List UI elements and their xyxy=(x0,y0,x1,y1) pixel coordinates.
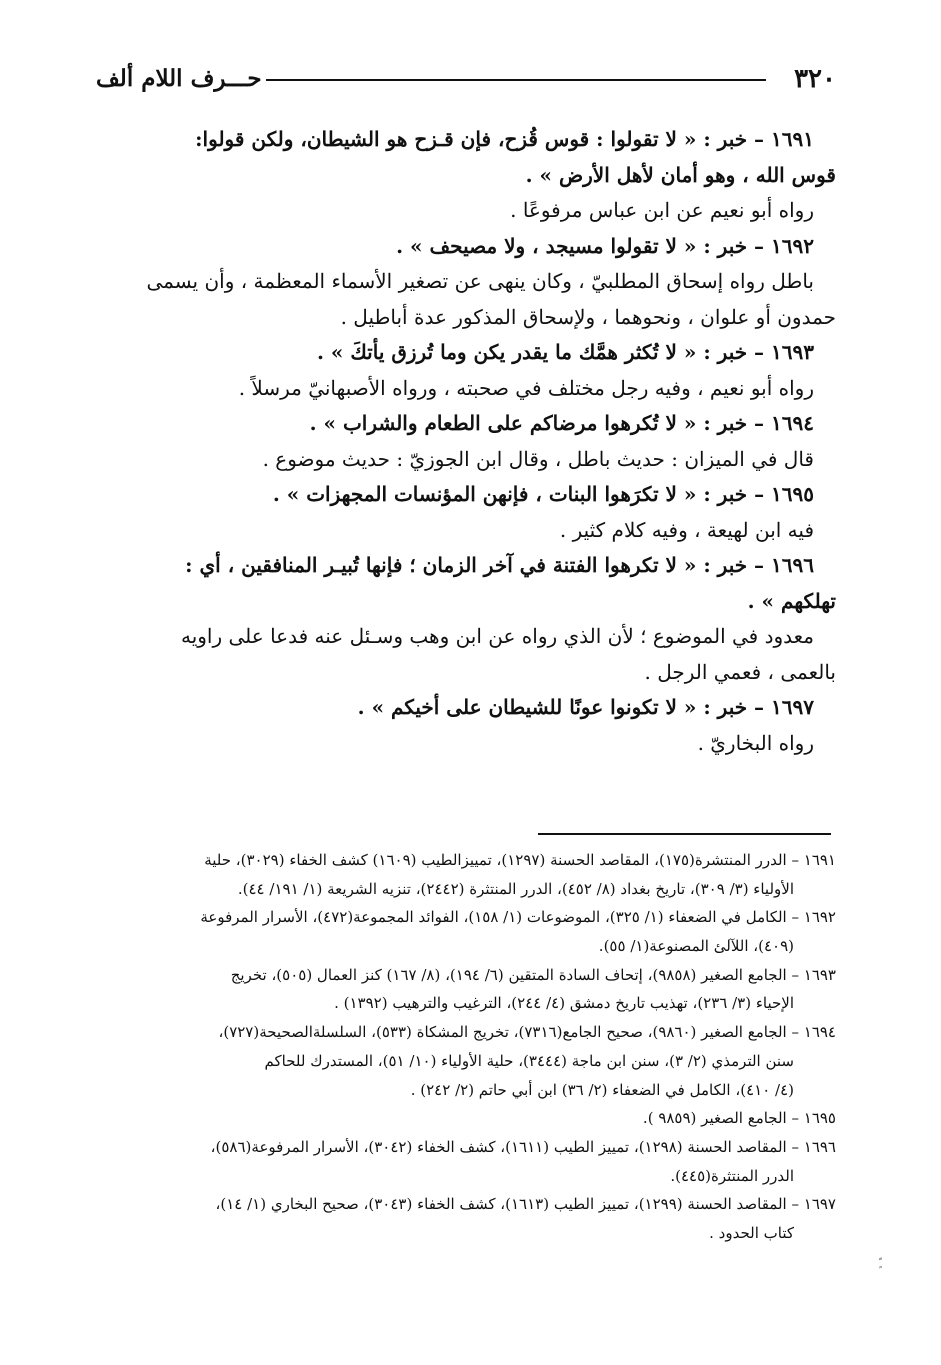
text-line: رواه أبو نعيم ، وفيه رجل مختلف في صحبته ، ورواه الأصبهانيّ مرسلاً . xyxy=(238,375,814,400)
footnote-line: ١٦٩٢ – الكامل في الضعفاء (١/ ٣٢٥)، الموضوعات (١/ ١٥٨)، الفوائد المجموعة(٤٧٢)، الأسرار المرفوعة xyxy=(200,908,836,927)
footnote-line: (٤٠٩)، اللآلئ المصنوعة(١/ ٥٥). xyxy=(598,937,794,956)
text-line: تهلكهم » . xyxy=(747,588,836,613)
footnote-line: سنن الترمذي (٢/ ٣)، سنن ابن ماجة (٣٤٤٤)، حلية الأولياء (١٠/ ٥١)، المستدرك للحاكم xyxy=(264,1051,794,1070)
text-line: ١٦٩٤ – خبر : « لا تُكرهوا مرضاكم على الطعام والشراب » . xyxy=(309,411,814,435)
text-line: قال في الميزان : حديث باطل ، وقال ابن الجوزيّ : حديث موضوع . xyxy=(262,446,814,471)
footnote-separator xyxy=(538,833,831,835)
footnote-line: الدرر المنتثرة(٤٤٥). xyxy=(670,1166,794,1185)
text-line: فيه ابن لهيعة ، وفيه كلام كثير . xyxy=(559,517,814,542)
footnotes xyxy=(100,846,836,1248)
text-line: حمدون أو علوان ، ونحوهما ، ولإسحاق المذكور عدة أباطيل . xyxy=(340,304,836,329)
footnote-line: ١٦٩٦ – المقاصد الحسنة (١٢٩٨)، تمييز الطيب (١٦١١)، كشف الخفاء (٣٠٤٢)، الأسرار المرفوعة(٥٨٦)، xyxy=(210,1137,836,1156)
page-header xyxy=(96,62,836,96)
text-line: ١٦٩٢ – خبر : « لا تقولوا مسيجد ، ولا مصيحف » . xyxy=(396,233,814,258)
text-line: باطل رواه إسحاق المطلبيّ ، وكان ينهى عن تصغير الأسماء المعظمة ، وأن يسمى xyxy=(146,269,814,293)
main-text xyxy=(100,122,836,761)
text-line: رواه أبو نعيم عن ابن عباس مرفوعًا . xyxy=(510,198,814,222)
text-line: ١٦٩٣ – خبر : « لا تُكثر همَّك ما يقدر يكن وما تُرزق يأتكَ » . xyxy=(316,340,814,364)
footnote-line: الإحياء (٣/ ٢٣٦)، تهذيب تاريخ دمشق (٤/ ٢٤٤)، الترغيب والترهيب (١٣٩٢) . xyxy=(334,994,794,1013)
text-line: معدود في الموضوع ؛ لأن الذي رواه عن ابن وهب وسـئل عنه فدعا على راويه xyxy=(180,624,814,648)
footnote-line: (٤/ ٤١٠)، الكامل في الضعفاء (٢/ ٣٦) ابن أبي حاتم (٢/ ٢٤٢) . xyxy=(410,1080,794,1099)
footnote-line: ١٦٩٥ – الجامع الصغير (٩٨٥٩ ). xyxy=(642,1109,836,1128)
text-line: قوس الله ، وهو أمان لأهل الأرض » . xyxy=(525,162,836,187)
text-line: ١٦٩٧ – خبر : « لا تكونوا عونًا للشيطان على أخيكم » . xyxy=(357,695,814,719)
text-line: ١٦٩٦ – خبر : « لا تكرهوا الفتنة في آخر الزمان ؛ فإنها تُبيـر المنافقين ، أي : xyxy=(185,553,814,577)
page-number: ٣٢٠ xyxy=(794,64,836,94)
footnote-line: ١٦٩١ – الدرر المنتشرة(١٧٥)، المقاصد الحسنة (١٢٩٧)، تمييزالطيب (١٦٠٩) كشف الخفاء (٣٠٢٩)، حلية xyxy=(204,851,836,869)
text-line: ١٦٩٥ – خبر : « لا تكرَهوا البنات ، فإنهن المؤنسات المجهزات » . xyxy=(272,482,814,506)
footnote-line: ١٦٩٣ – الجامع الصغير (٩٨٥٨)، إتحاف السادة المتقين (٦/ ١٩٤)، (٨/ ١٦٧) كنز العمال (٥٠٥)، تخريج xyxy=(230,965,836,984)
footnote-line: ١٦٩٤ – الجامع الصغير (٩٨٦٠)، صحيح الجامع(٧٣١٦)، تخريج المشكاة (٥٣٣)، السلسلةالصحيحة(٧٢٧)، xyxy=(218,1023,836,1042)
footnote-line: ١٦٩٧ – المقاصد الحسنة (١٢٩٩)، تمييز الطيب (١٦١٣)، كشف الخفاء (٣٠٤٣)، صحيح البخاري (١/ ١٤)، xyxy=(215,1195,836,1214)
text-line: ١٦٩١ – خبر : « لا تقولوا : قوس قُزح، فإن قـزح هو الشيطان، ولكن قولوا: xyxy=(195,127,814,151)
footnote-line: الأولياء (٣/ ٣٠٩)، تاريخ بغداد (٨/ ٤٥٢)، الدرر المنتثرة (٢٤٤٢)، تنزيه الشريعة (١/ ١٩١/ ٤٤). xyxy=(237,879,794,898)
footnote-line: كتاب الحدود . xyxy=(709,1223,794,1242)
text-line: رواه البخاريّ . xyxy=(697,730,814,755)
header-rule xyxy=(266,79,766,81)
text-line: بالعمى ، فعمي الرجل . xyxy=(644,659,836,684)
chapter-title: حـــرف اللام ألف xyxy=(96,65,262,92)
